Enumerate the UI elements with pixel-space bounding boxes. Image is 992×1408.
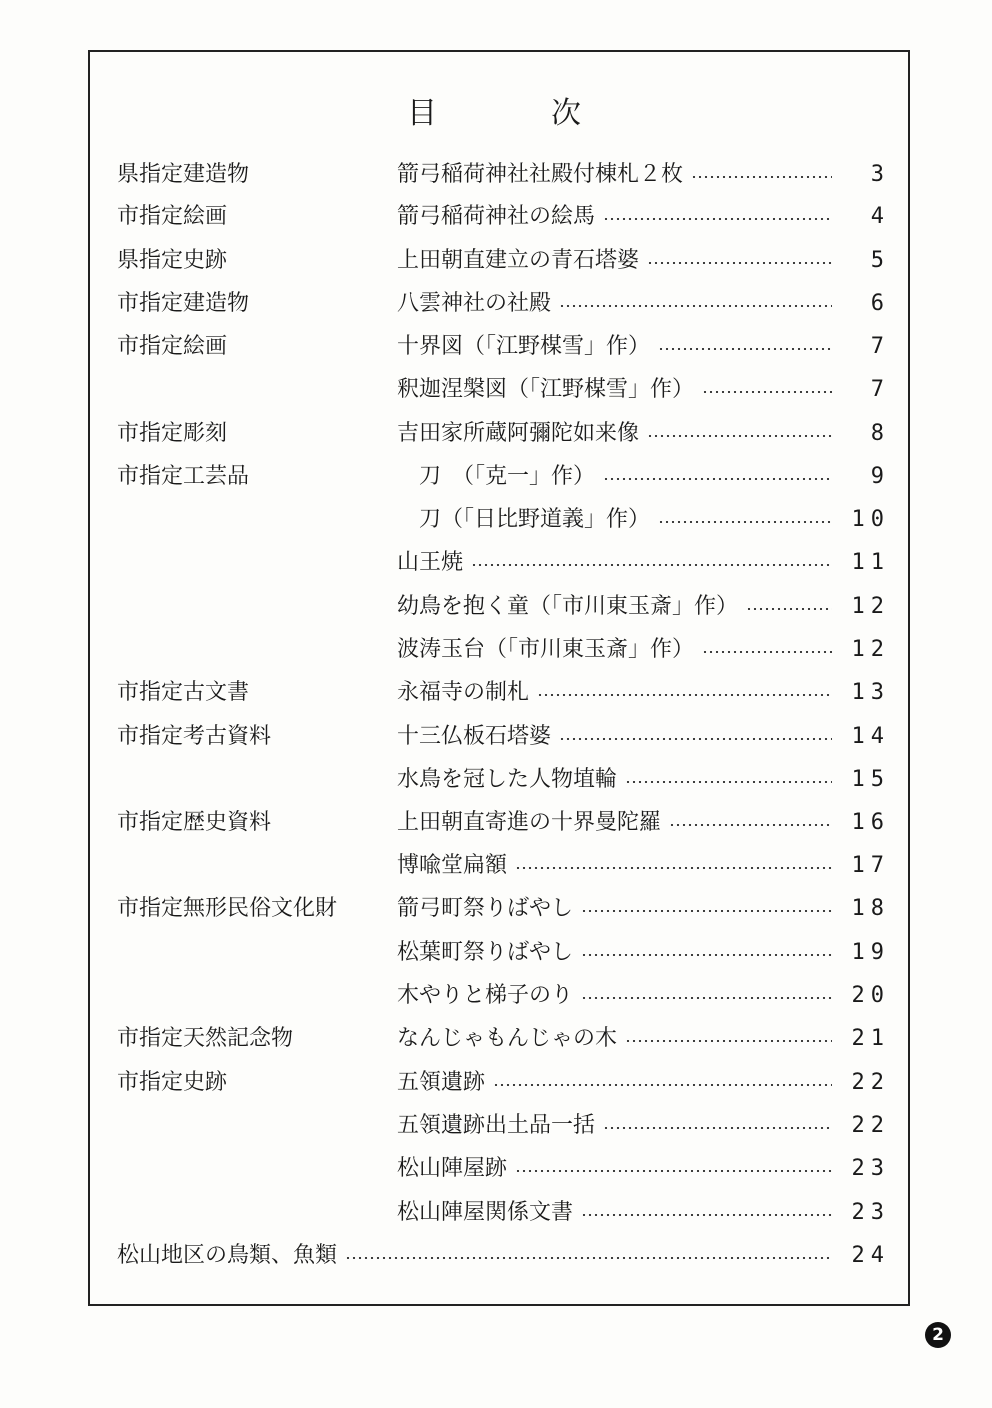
toc-entry-title: 波涛玉台（「市川東玉斎」作） xyxy=(397,637,695,662)
toc-row xyxy=(0,158,992,192)
leader-dots xyxy=(581,997,832,999)
toc-entry-title: 幼鳥を抱く童（「市川東玉斎」作） xyxy=(397,594,739,619)
toc-entry-title: 上田朝直寄進の十界曼陀羅 xyxy=(397,810,662,835)
toc-page-number: 21 xyxy=(851,1026,890,1051)
toc-row xyxy=(0,763,992,797)
leader-dots xyxy=(581,910,832,912)
toc-page-number: 22 xyxy=(851,1070,890,1095)
toc-entry-title: 水鳥を冠した人物埴輪 xyxy=(397,767,618,792)
toc-page-number: 13 xyxy=(851,680,890,705)
toc-page-number: 11 xyxy=(851,550,890,575)
toc-page-number: 14 xyxy=(851,724,890,749)
toc-entry-title: 博喩堂扁額 xyxy=(397,853,508,878)
toc-page-number: 6 xyxy=(870,291,890,316)
leader-dots xyxy=(471,564,832,566)
toc-entry xyxy=(397,892,832,926)
toc-entry xyxy=(397,1152,832,1186)
toc-row xyxy=(0,503,992,537)
toc-page-number: 12 xyxy=(851,594,890,619)
leader-dots xyxy=(537,694,832,696)
toc-row-final xyxy=(0,1239,992,1273)
leader-dots xyxy=(515,1170,832,1172)
toc-page-number: 23 xyxy=(851,1200,890,1225)
toc-entry xyxy=(397,460,832,494)
toc-entry xyxy=(397,373,832,407)
toc-category: 市指定歴史資料 xyxy=(117,810,272,835)
toc-row xyxy=(0,1152,992,1186)
toc-row xyxy=(0,676,992,710)
toc-entry xyxy=(397,1109,832,1143)
title-char-2: 次 xyxy=(551,96,585,131)
toc-category: 市指定古文書 xyxy=(117,680,250,705)
toc-entry-title: 山王焼 xyxy=(397,550,464,575)
leader-dots xyxy=(559,738,832,740)
toc-row xyxy=(0,200,992,234)
toc-entry-title: 八雲神社の社殿 xyxy=(397,291,552,316)
toc-entry-title: 箭弓町祭りばやし xyxy=(397,896,574,921)
toc-entry-title: なんじゃもんじゃの木 xyxy=(397,1026,618,1051)
page-title xyxy=(0,88,992,132)
toc-row xyxy=(0,1196,992,1230)
title-char-1: 目 xyxy=(407,96,441,131)
toc-entry xyxy=(397,1066,832,1100)
toc-entry-title: 十界図（「江野楳雪」作） xyxy=(397,334,651,359)
toc-entry-title: 箭弓稲荷神社社殿付棟札２枚 xyxy=(397,162,684,187)
leader-dots xyxy=(581,1214,832,1216)
leader-dots xyxy=(702,391,832,393)
leader-dots xyxy=(345,1257,832,1259)
toc-entry xyxy=(397,806,832,840)
leader-dots xyxy=(658,348,832,350)
toc-page-number: 3 xyxy=(870,162,890,187)
toc-category: 市指定無形民俗文化財 xyxy=(117,896,338,921)
toc-page-number: 15 xyxy=(851,767,890,792)
toc-category: 県指定建造物 xyxy=(117,162,250,187)
toc-page-number: 20 xyxy=(851,983,890,1008)
toc-page-number: 7 xyxy=(870,334,890,359)
toc-entry xyxy=(397,763,832,797)
leader-dots xyxy=(702,651,832,653)
toc-row xyxy=(0,1109,992,1143)
toc-row xyxy=(0,849,992,883)
toc-row xyxy=(0,546,992,580)
leader-dots xyxy=(603,478,832,480)
toc-page-number: 9 xyxy=(870,464,890,489)
toc-page-number: 22 xyxy=(851,1113,890,1138)
toc-category: 市指定絵画 xyxy=(117,334,228,359)
toc-page-number: 17 xyxy=(851,853,890,878)
toc-entry xyxy=(397,546,832,580)
toc-entry xyxy=(397,287,832,321)
toc-row xyxy=(0,633,992,667)
toc-entry-title: 釈迦涅槃図（「江野楳雪」作） xyxy=(397,377,695,402)
toc-entry xyxy=(397,244,832,278)
toc-page-number: 4 xyxy=(870,204,890,229)
leader-dots xyxy=(625,1040,832,1042)
toc-entry-title: 吉田家所蔵阿彌陀如来像 xyxy=(397,421,640,446)
toc-entry xyxy=(397,503,832,537)
toc-entry xyxy=(397,330,832,364)
leader-dots xyxy=(669,824,832,826)
leader-dots xyxy=(603,218,832,220)
toc-entry xyxy=(397,676,832,710)
toc-entry xyxy=(397,200,832,234)
page-number-badge: 2 xyxy=(925,1322,951,1348)
toc-entry xyxy=(397,849,832,883)
toc-entry xyxy=(397,590,832,624)
toc-row xyxy=(0,330,992,364)
toc-category: 県指定史跡 xyxy=(117,248,228,273)
toc-entry-title: 松山陣屋跡 xyxy=(397,1156,508,1181)
toc-row xyxy=(0,1022,992,1056)
toc-entry-title: 箭弓稲荷神社の絵馬 xyxy=(397,204,596,229)
toc-page-number: 18 xyxy=(851,896,890,921)
toc-entry-title: 永福寺の制札 xyxy=(397,680,530,705)
leader-dots xyxy=(625,781,832,783)
leader-dots xyxy=(658,521,832,523)
toc-page-number: 23 xyxy=(851,1156,890,1181)
toc-row xyxy=(0,806,992,840)
toc-category: 市指定工芸品 xyxy=(117,464,250,489)
toc-entry-title: 木やりと梯子のり xyxy=(397,983,574,1008)
leader-dots xyxy=(647,435,832,437)
toc-entry-title: 松山陣屋関係文書 xyxy=(397,1200,574,1225)
toc-row xyxy=(0,417,992,451)
toc-category: 市指定絵画 xyxy=(117,204,228,229)
toc-entry xyxy=(397,158,832,192)
toc-page-number: 12 xyxy=(851,637,890,662)
toc-entry xyxy=(397,936,832,970)
toc-entry-title: 五領遺跡 xyxy=(397,1070,486,1095)
toc-entry xyxy=(397,1022,832,1056)
toc-row xyxy=(0,936,992,970)
toc-row xyxy=(0,979,992,1013)
leader-dots xyxy=(493,1084,832,1086)
toc-page-number: 7 xyxy=(870,377,890,402)
toc-page-number: 24 xyxy=(851,1243,890,1268)
toc-category: 市指定考古資料 xyxy=(117,724,272,749)
toc-page-number: 10 xyxy=(851,507,890,532)
toc-entry-title: 松山地区の鳥類、魚類 xyxy=(117,1243,338,1268)
toc-category: 市指定天然記念物 xyxy=(117,1026,294,1051)
toc-row xyxy=(0,373,992,407)
toc-row xyxy=(0,720,992,754)
toc-category: 市指定彫刻 xyxy=(117,421,228,446)
leader-dots xyxy=(603,1127,832,1129)
toc-row xyxy=(0,1066,992,1100)
toc-category: 市指定史跡 xyxy=(117,1070,228,1095)
toc-entry-title: 松葉町祭りばやし xyxy=(397,940,574,965)
toc-row xyxy=(0,460,992,494)
toc-row xyxy=(0,892,992,926)
toc-row xyxy=(0,244,992,278)
toc-page-number: 19 xyxy=(851,940,890,965)
toc-entry xyxy=(397,720,832,754)
leader-dots xyxy=(647,262,832,264)
toc-category: 市指定建造物 xyxy=(117,291,250,316)
leader-dots xyxy=(559,305,832,307)
toc-entry-title: 五領遺跡出土品一括 xyxy=(397,1113,596,1138)
toc-entry-title: 上田朝直建立の青石塔婆 xyxy=(397,248,640,273)
leader-dots xyxy=(515,867,832,869)
toc-entry-title: 刀 （「克一」作） xyxy=(397,464,596,489)
leader-dots xyxy=(581,954,832,956)
toc-entry xyxy=(397,1196,832,1230)
toc-entry xyxy=(397,979,832,1013)
leader-dots xyxy=(746,608,832,610)
toc-entry xyxy=(397,417,832,451)
toc-entry-title: 十三仏板石塔婆 xyxy=(397,724,552,749)
toc-entry xyxy=(397,633,832,667)
toc-row xyxy=(0,287,992,321)
toc-page-number: 8 xyxy=(870,421,890,446)
toc-page-number: 16 xyxy=(851,810,890,835)
toc-entry xyxy=(117,1239,832,1273)
toc-row xyxy=(0,590,992,624)
toc-entry-title: 刀（「日比野道義」作） xyxy=(397,507,651,532)
leader-dots xyxy=(691,176,832,178)
toc-page-number: 5 xyxy=(870,248,890,273)
